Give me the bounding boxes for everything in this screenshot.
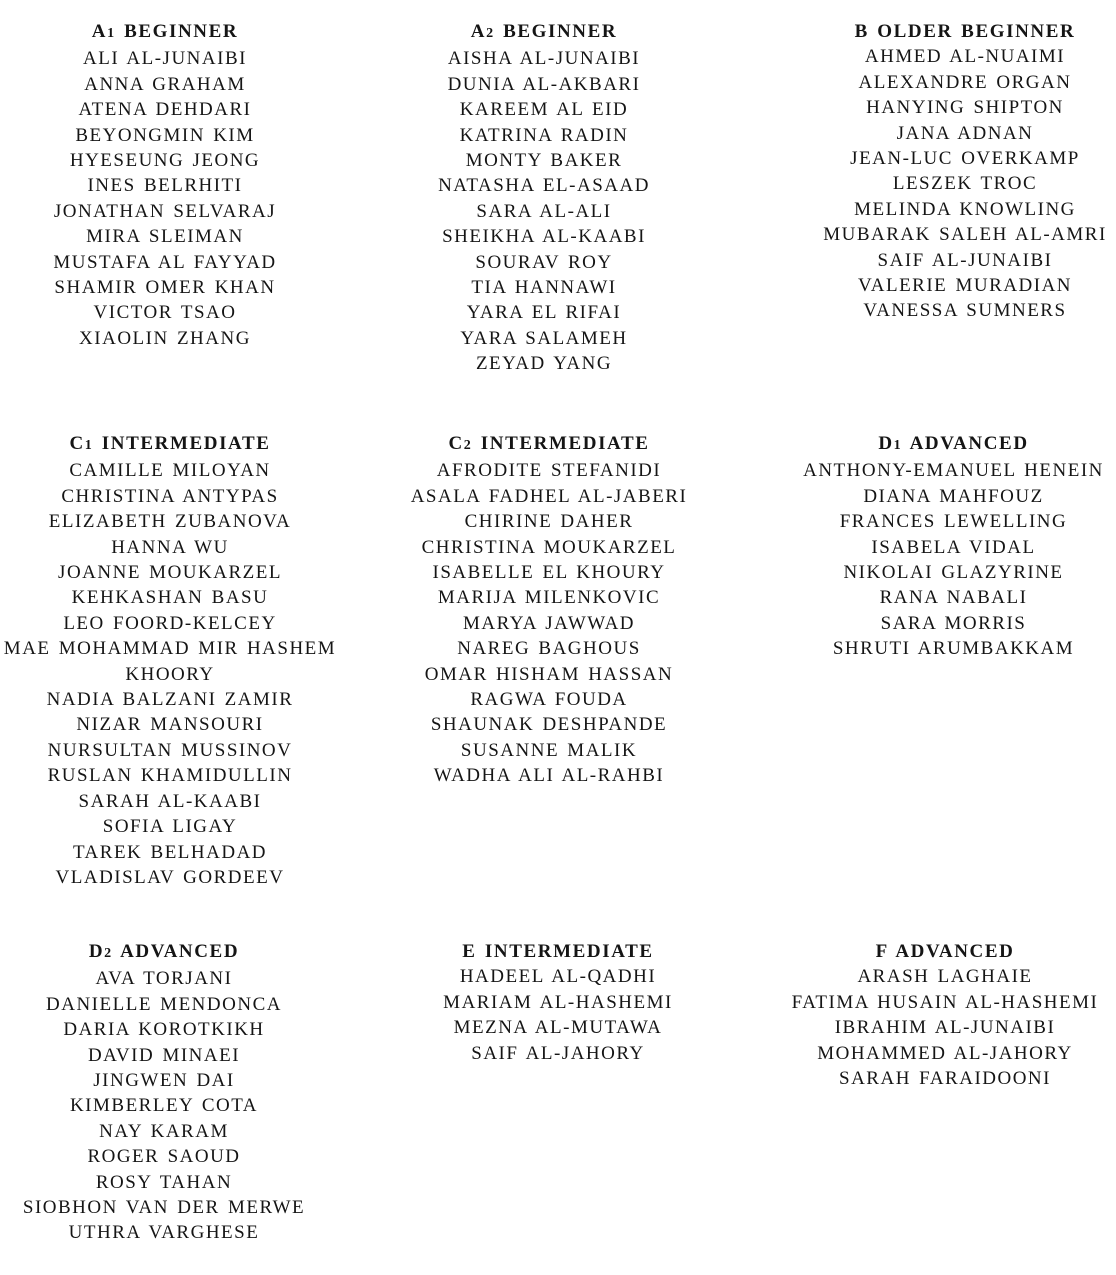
name-entry: SHAMIR OMER KHAN [54,277,276,299]
name-entry: SARA AL-ALI [476,200,612,222]
name-entry: CHIRINE DAHER [464,511,634,533]
group-names-a2-beginner [384,46,704,376]
name-entry: AHMED AL-NUAIMI [864,46,1066,68]
name-entry: HANNA WU [111,536,229,558]
group-names-b-older-beginner [805,44,1116,323]
name-entry: FATIMA HUSAIN AL-HASHEMI [791,991,1099,1013]
group-b-older-beginner [805,19,1116,324]
group-f-advanced [780,939,1110,1091]
name-entry: ELIZABETH ZUBANOVA [48,511,292,533]
name-entry: KEHKASHAN BASU [71,587,269,609]
name-entry: DUNIA AL-AKBARI [447,73,641,95]
group-title-a1-beginner: A1 BEGINNER [91,21,239,42]
name-entry: HADEEL AL-QADHI [459,966,657,988]
group-d1-advanced [788,431,1116,662]
name-entry: MARIAM AL-HASHEMI [443,991,673,1013]
name-entry: ISABELA VIDAL [871,536,1036,558]
name-entry: ZEYAD YANG [475,353,613,375]
name-entry: MAE MOHAMMAD MIR HASHEM KHOORY [3,638,337,685]
group-title-f-advanced: F ADVANCED [875,941,1015,962]
group-c2-intermediate [389,431,709,789]
name-entry: SARA MORRIS [880,612,1027,634]
name-entry: RUSLAN KHAMIDULLIN [47,765,293,787]
group-a1-beginner [5,19,325,351]
name-entry: DANIELLE MENDONCA [46,993,282,1015]
name-entry: BEYONGMIN KIM [75,124,255,146]
name-entry: FRANCES LEWELLING [839,511,1068,533]
name-entry: DIANA MAHFOUZ [863,485,1044,507]
name-entry: JONATHAN SELVARAJ [53,200,277,222]
name-entry: SIOBHON VAN DER MERWE [22,1197,306,1219]
name-entry: ANNA GRAHAM [84,73,246,95]
name-entry: NURSULTAN MUSSINOV [47,739,293,761]
name-entry: NADIA BALZANI ZAMIR [46,689,294,711]
name-entry: MONTY BAKER [465,150,623,172]
name-entry: SOURAV ROY [475,251,613,273]
group-d2-advanced [4,939,324,1246]
group-title-d1-advanced: D1 ADVANCED [878,433,1029,454]
group-names-d2-advanced [4,966,324,1245]
name-entry: SOFIA LIGAY [102,816,238,838]
name-entry: ROSY TAHAN [95,1171,233,1193]
name-entry: YARA SALAMEH [460,327,628,349]
name-entry: SARAH AL-KAABI [78,790,262,812]
name-entry: SARAH FARAIDOONI [839,1068,1051,1090]
name-entry: NIKOLAI GLAZYRINE [843,562,1064,584]
group-names-f-advanced [780,964,1110,1091]
name-entry: ALEXANDRE ORGAN [858,71,1072,93]
name-entry: DAVID MINAEI [87,1044,241,1066]
group-a2-beginner [384,19,704,377]
name-entry: SAIF AL-JAHORY [471,1042,645,1064]
name-entry: RANA NABALI [879,587,1028,609]
group-c1-intermediate [0,431,340,890]
name-entry: AISHA AL-JUNAIBI [447,48,641,70]
name-entry: HYESEUNG JEONG [69,150,261,172]
name-entry: IBRAHIM AL-JUNAIBI [834,1017,1056,1039]
name-entry: SHAUNAK DESHPANDE [430,714,668,736]
name-entry: INES BELRHITI [87,175,243,197]
name-entry: WADHA ALI AL-RAHBI [433,765,665,787]
name-entry: SAIF AL-JUNAIBI [877,249,1053,271]
name-entry: NAY KARAM [99,1120,229,1142]
name-entry: MEZNA AL-MUTAWA [453,1017,663,1039]
name-entry: NAREG BAGHOUS [457,638,641,660]
group-title-e-intermediate: E INTERMEDIATE [462,941,654,962]
name-entry: TAREK BELHADAD [72,841,268,863]
group-names-d1-advanced [788,458,1116,661]
group-title-c1-intermediate: C1 INTERMEDIATE [69,433,271,454]
name-entry: DARIA KOROTKIKH [63,1019,265,1041]
name-entry: VICTOR TSAO [93,302,237,324]
name-entry: KATRINA RADIN [459,124,629,146]
name-entry: ASALA FADHEL AL-JABERI [410,485,688,507]
name-entry: JEAN-LUC OVERKAMP [850,148,1080,170]
name-entry: YARA EL RIFAI [466,302,622,324]
name-entry: OMAR HISHAM HASSAN [424,663,674,685]
name-entry: MELINDA KNOWLING [854,198,1076,220]
name-entry: ISABELLE EL KHOURY [432,562,666,584]
name-entry: VANESSA SUMNERS [863,300,1067,322]
group-names-e-intermediate [398,964,718,1066]
name-entry: UTHRA VARGHESE [68,1222,260,1244]
name-entry: JOANNE MOUKARZEL [58,562,282,584]
name-entry: SHEIKHA AL-KAABI [442,226,646,248]
name-entry: AVA TORJANI [95,968,233,990]
name-entry: VLADISLAV GORDEEV [55,866,285,888]
name-entry: CAMILLE MILOYAN [69,460,271,482]
group-names-c1-intermediate [0,458,340,890]
name-entry: MOHAMMED AL-JAHORY [817,1042,1073,1064]
name-entry: KAREEM AL EID [459,99,629,121]
name-entry: NIZAR MANSOURI [76,714,264,736]
name-entry: ATENA DEHDARI [78,99,252,121]
name-entry: VALERIE MURADIAN [857,275,1073,297]
name-entry: SUSANNE MALIK [460,739,638,761]
name-entry: KIMBERLEY COTA [69,1095,259,1117]
group-names-c2-intermediate [389,458,709,788]
name-entry: XIAOLIN ZHANG [79,327,251,349]
name-entry: CHRISTINA ANTYPAS [61,485,279,507]
name-entry: ARASH LAGHAIE [857,966,1033,988]
name-entry: JANA ADNAN [896,122,1034,144]
name-entry: MARYA JAWWAD [462,612,636,634]
name-entry: SHRUTI ARUMBAKKAM [832,638,1075,660]
name-entry: MIRA SLEIMAN [86,226,244,248]
name-entry: AFRODITE STEFANIDI [436,460,662,482]
group-e-intermediate [398,939,718,1066]
name-entry: MUSTAFA AL FAYYAD [53,251,277,273]
name-entry: HANYING SHIPTON [866,97,1064,119]
name-entry: NATASHA EL-ASAAD [438,175,650,197]
group-title-d2-advanced: D2 ADVANCED [88,941,240,962]
name-entry: RAGWA FOUDA [470,689,628,711]
name-entry: LEO FOORD-KELCEY [63,612,277,634]
name-entry: TIA HANNAWI [471,277,617,299]
name-entry: CHRISTINA MOUKARZEL [421,536,677,558]
name-entry: LESZEK TROC [892,173,1038,195]
name-entry: MUBARAK SALEH AL-AMRI [823,224,1107,246]
group-title-c2-intermediate: C2 INTERMEDIATE [448,433,650,454]
name-entry: MARIJA MILENKOVIC [437,587,661,609]
group-title-b-older-beginner: B OLDER BEGINNER [854,21,1076,42]
group-title-a2-beginner: A2 BEGINNER [470,21,618,42]
name-entry: ALI AL-JUNAIBI [83,48,247,70]
name-entry: ANTHONY-EMANUEL HENEIN [803,460,1104,482]
name-entry: JINGWEN DAI [93,1070,235,1092]
name-entry: ROGER SAOUD [87,1146,241,1168]
group-names-a1-beginner [5,46,325,351]
